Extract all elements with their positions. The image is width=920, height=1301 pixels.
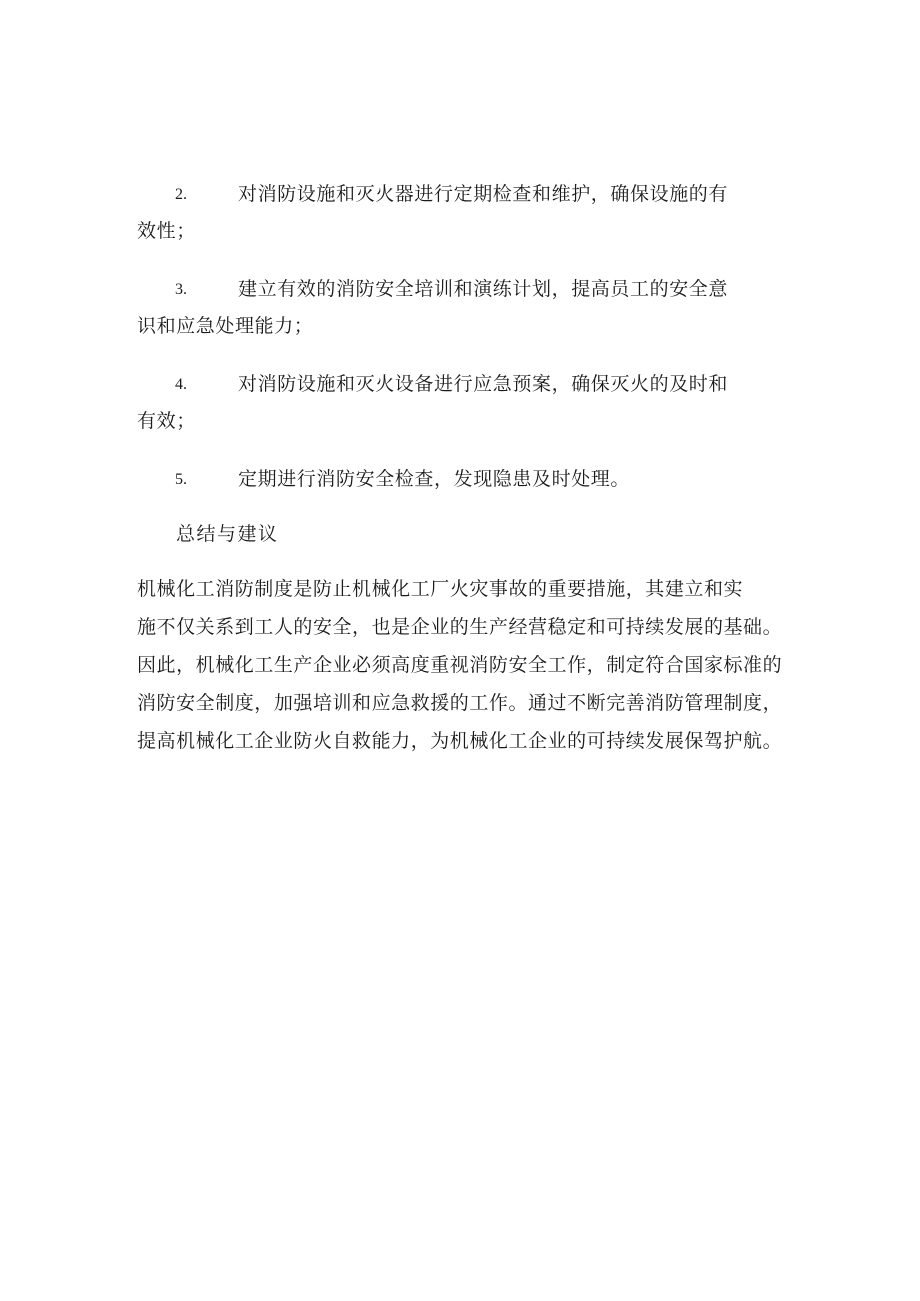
list-item-5 [137, 461, 777, 498]
list-text-line2: 有效； [137, 410, 196, 432]
paragraph-line: 施不仅关系到工人的安全，也是企业的生产经营稳定和可持续发展的基础。 [137, 616, 783, 638]
list-text-line1: 对消防设施和灭火器进行定期检查和维护，确保设施的有 [238, 183, 729, 205]
list-item-3 [137, 271, 777, 345]
list-text-line1: 定期进行消防安全检查，发现隐患及时处理。 [238, 468, 631, 490]
list-text-line2: 效性； [137, 220, 196, 242]
list-text-line1: 建立有效的消防安全培训和演练计划，提高员工的安全意 [238, 278, 729, 300]
list-number: 5. [175, 471, 187, 488]
paragraph-line: 提高机械化工企业防火自救能力，为机械化工企业的可持续发展保驾护航。 [137, 730, 783, 752]
list-item-4 [137, 366, 777, 440]
paragraph-line: 机械化工消防制度是防止机械化工厂火灾事故的重要措施，其建立和实 [137, 578, 744, 600]
list-number: 3. [175, 281, 187, 298]
paragraph-line: 因此，机械化工生产企业必须高度重视消防安全工作，制定符合国家标准的 [137, 654, 783, 676]
paragraph-line: 消防安全制度，加强培训和应急救援的工作。通过不断完善消防管理制度， [137, 692, 783, 714]
list-number: 2. [175, 186, 187, 203]
list-item-2 [137, 176, 777, 250]
summary-paragraph [137, 570, 857, 760]
section-heading: 总结与建议 [176, 523, 279, 545]
list-number: 4. [175, 376, 187, 393]
list-text-line2: 识和应急处理能力； [137, 315, 314, 337]
list-text-line1: 对消防设施和灭火设备进行应急预案，确保灭火的及时和 [238, 373, 729, 395]
